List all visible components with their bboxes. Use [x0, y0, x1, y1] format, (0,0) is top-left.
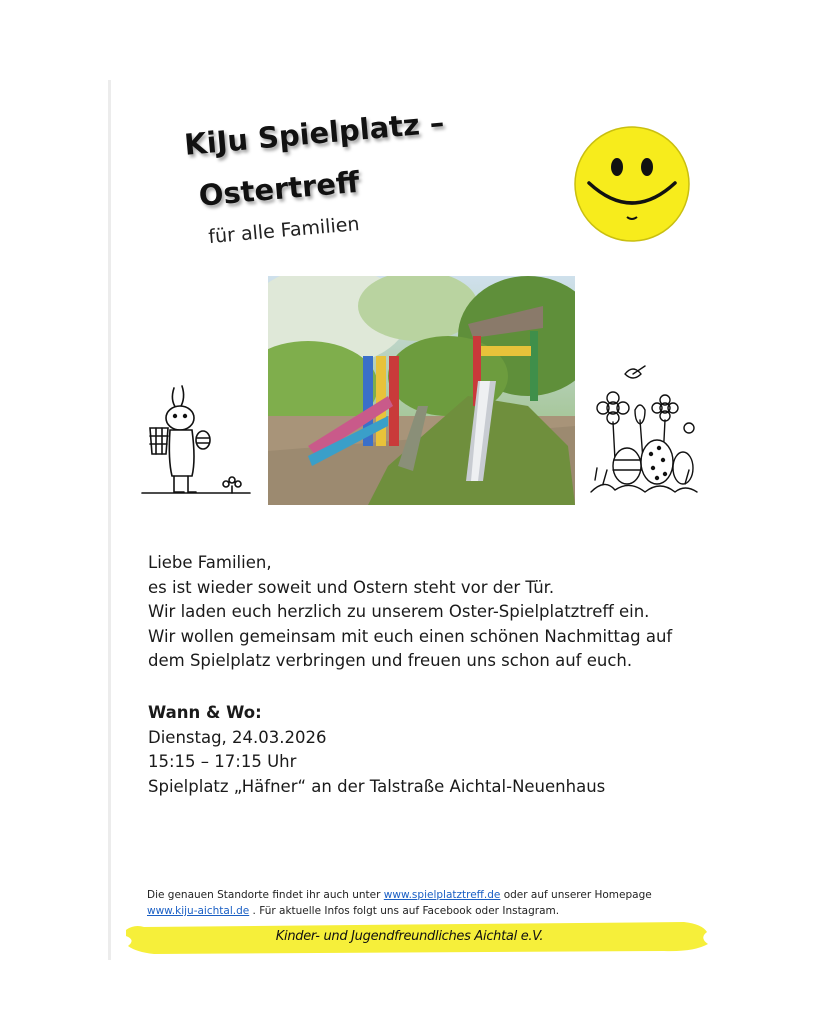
page-title-line1: KiJu Spielplatz – [182, 105, 446, 162]
page-title-line2: Ostertreff [197, 164, 361, 213]
playground-photo [268, 276, 575, 505]
event-date: Dienstag, 24.03.2026 [148, 727, 327, 747]
event-time: 15:15 – 17:15 Uhr [148, 752, 297, 771]
footer-text: . Für aktuelle Infos folgt uns auf Facebook oder Instagram. [249, 905, 560, 917]
footer-text: oder auf unserer Homepage [500, 889, 652, 901]
body-line: es ist wieder soweit und Ostern steht vor der Tür. [148, 577, 555, 597]
footer-line1 [147, 887, 652, 903]
event-details [148, 701, 605, 799]
body-line: Wir wollen gemeinsam mit euch einen schönen Nachmittag auf [148, 626, 673, 646]
organization-name: Kinder- und Jugendfreundliches Aichtal e.V. [275, 929, 544, 944]
footer-note [147, 887, 652, 919]
homepage-link[interactable]: www.kiju-aichtal.de [147, 905, 250, 917]
page-edge [108, 80, 111, 960]
easter-bunny-icon [140, 380, 260, 500]
event-heading: Wann & Wo: [148, 703, 262, 722]
title-block [182, 89, 525, 277]
footer-line2 [147, 903, 652, 919]
easter-flowers-icon [585, 360, 700, 500]
smiley-face-icon [573, 125, 691, 243]
event-place: Spielplatz „Häfner“ an der Talstraße Aichtal-Neuenhaus [148, 776, 606, 796]
body-line: Liebe Familien, [148, 553, 272, 572]
body-line: Wir laden euch herzlich zu unserem Oster-Spielplatztreff ein. [148, 602, 650, 621]
page-subtitle: für alle Familien [207, 212, 361, 249]
invitation-text [148, 551, 672, 674]
footer-text: Die genauen Standorte findet ihr auch unter [147, 889, 384, 901]
body-line: dem Spielplatz verbringen und freuen uns schon auf euch. [148, 651, 633, 670]
spielplatztreff-link[interactable]: www.spielplatztreff.de [383, 889, 501, 901]
